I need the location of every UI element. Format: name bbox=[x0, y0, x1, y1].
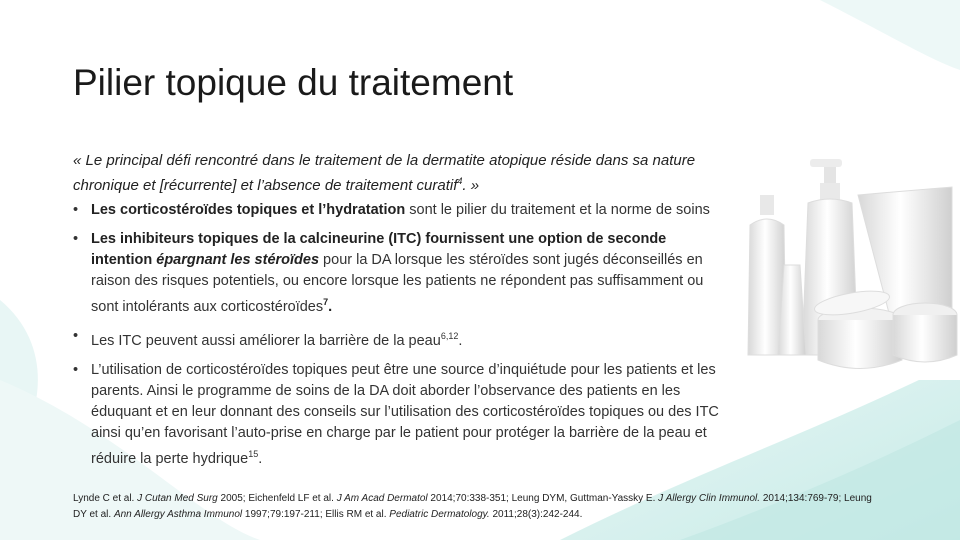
bullet-ref: 7 bbox=[323, 297, 329, 307]
ref-journal: J Am Acad Dermatol bbox=[336, 493, 428, 504]
ref-text: Lynde C et al. bbox=[73, 493, 138, 504]
bullet-item bbox=[73, 229, 725, 318]
page-title: Pilier topique du traitement bbox=[73, 62, 514, 103]
ref-text: 2014;70:338-351; Leung DYM, Guttman-Yassky E. bbox=[427, 493, 659, 504]
bullet-end: . bbox=[258, 450, 263, 467]
bullet-ref: 6,12 bbox=[440, 330, 459, 341]
bullet-item bbox=[73, 200, 725, 221]
ref-journal: Pediatric Dermatology. bbox=[389, 509, 490, 520]
ref-text: 2005; Eichenfeld LF et al. bbox=[217, 493, 337, 504]
ref-text: 1997;79:197-211; Ellis RM et al. bbox=[242, 509, 390, 520]
bullet-ref: 15 bbox=[248, 448, 259, 459]
cosmetic-bottles-illustration bbox=[740, 155, 960, 380]
quote-ref: 4 bbox=[457, 176, 463, 186]
bullet-bold-italic: épargnant les stéroïdes bbox=[156, 252, 320, 268]
bullet-text: sont le pilier du traitement et la norme de soins bbox=[405, 202, 710, 218]
quote-close: . » bbox=[462, 177, 480, 194]
bullet-icon: • bbox=[73, 361, 79, 378]
bullet-item bbox=[73, 326, 725, 352]
bullet-icon: • bbox=[73, 202, 79, 218]
ref-text: 2014;134:769-79; Leung DY et al. bbox=[73, 493, 872, 520]
bullet-text: Les ITC peuvent aussi améliorer la barrière de la peau bbox=[91, 332, 441, 349]
bullet-end: . bbox=[458, 332, 463, 349]
bullet-item bbox=[73, 360, 725, 470]
quote-text: « Le principal défi rencontré dans le traitement de la dermatite atopique réside dans sa nature chronique et [récurrente] et l’absence de traitement curatif bbox=[73, 152, 696, 194]
bullet-text: pour la DA lorsque les stéroïdes sont jugés déconseillés en raison des risques potentiels, ou encore lorsque les patients ne répondent pas suffisamment ou sont intolérants aux corticostéroïdes bbox=[91, 252, 704, 315]
bullet-bold: Les inhibiteurs topiques de la calcineurine (ITC) fournissent une option de seconde intention bbox=[91, 231, 667, 268]
bullet-end: . bbox=[328, 298, 333, 315]
bullet-icon: • bbox=[73, 327, 79, 344]
ref-journal: Ann Allergy Asthma Immunol bbox=[113, 509, 243, 520]
ref-journal: J Cutan Med Surg bbox=[137, 493, 218, 504]
bullet-icon: • bbox=[73, 231, 79, 247]
ref-journal: J Allergy Clin Immunol. bbox=[658, 493, 761, 504]
ref-text: 2011;28(3):242-244. bbox=[489, 509, 583, 520]
bullet-text: L’utilisation de corticostéroïdes topiques peut être une source d’inquiétude pour les patients et les parents. Ainsi le programme de soins de la DA doit aborder l’observance des patients en les éduquant et en leur donnant des conseils sur l’utilisation des corticostéroïdes topiques ou des ITC ainsi qu’en favorisant l’auto-prise en charge par le patient pour protéger la barrière de la peau et réduire la perte hydrique bbox=[91, 361, 719, 467]
references bbox=[73, 491, 873, 523]
bullet-bold: Les corticostéroïdes topiques et l’hydratation bbox=[91, 202, 406, 218]
bullet-list bbox=[73, 200, 725, 477]
quote bbox=[73, 150, 723, 196]
